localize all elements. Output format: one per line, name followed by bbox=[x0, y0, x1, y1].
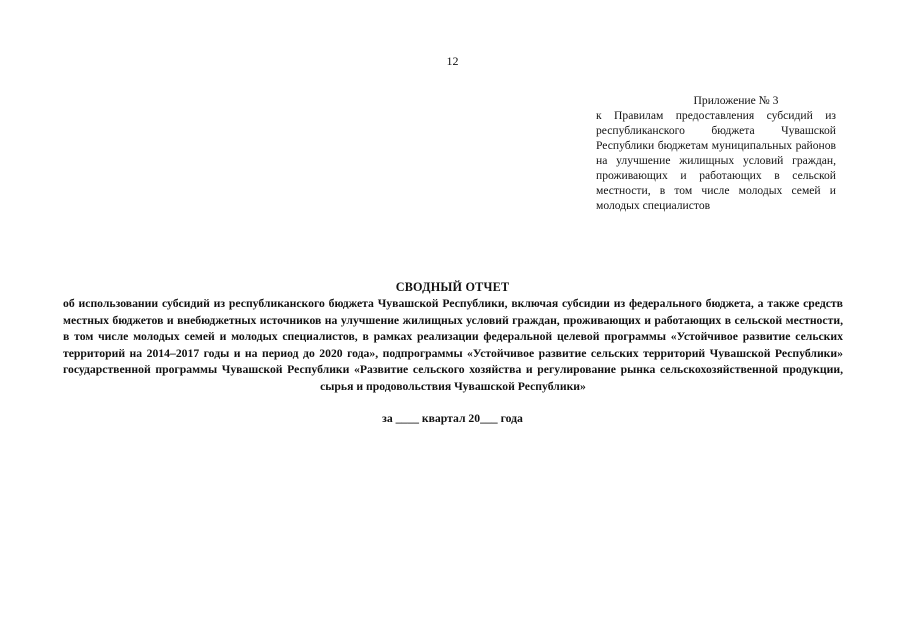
report-title: СВОДНЫЙ ОТЧЕТ bbox=[395, 280, 510, 294]
appendix-block bbox=[596, 93, 836, 213]
appendix-title: Приложение № 3 bbox=[693, 94, 779, 107]
page-number: 12 bbox=[446, 54, 459, 68]
appendix-body: к Правилам предоставления субсидий из республиканского бюджета Чувашской Республики бюджетам муниципальных районов на улучшение жилищных условий граждан, проживающих и работающих в сельской местности, в том числе молодых семей и молодых специалистов bbox=[596, 109, 836, 212]
report-description: об использовании субсидий из республиканского бюджета Чувашской Республики, включая субсидии из федерального бюджета, а также средств местных бюджетов и внебюджетных источников на улучшение жилищных условий граждан, проживающих и работающих в сельской местности, в том числе молодых семей и молодых специалистов, в рамках реализации федеральной целевой программы «Устойчивое развитие сельских территорий на 2014–2017 годы и на период до 2020 года», подпрограммы «Устойчивое развитие сельских территорий Чувашской Республики» государственной программы Чувашской Республики «Развитие сельского хозяйства и регулирование рынка сельскохозяйственной продукции, сырья и продовольствия Чувашской Республики» bbox=[63, 297, 843, 393]
report-period: за ____ квартал 20___ года bbox=[382, 412, 523, 425]
